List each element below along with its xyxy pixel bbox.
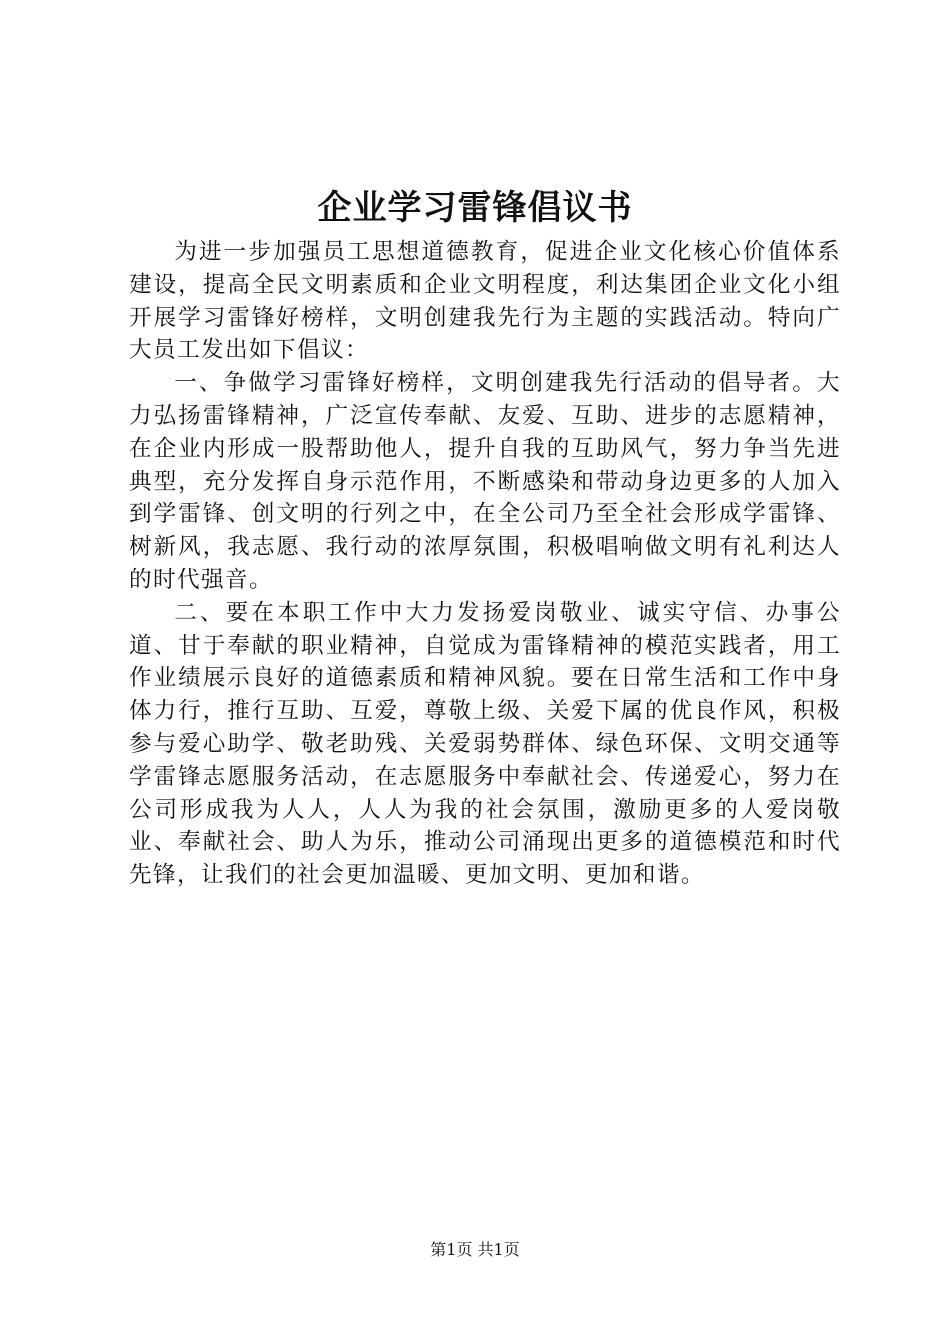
document-title: 企业学习雷锋倡议书 <box>317 188 633 228</box>
page-number-footer: 第1页 共1页 <box>430 1240 520 1259</box>
proposal-paragraph-1: 一、争做学习雷锋好榜样，文明创建我先行活动的倡导者。大力弘扬雷锋精神，广泛宣传奉献、友爱、互助、进步的志愿精神，在企业内形成一股帮助他人，提升自我的互助风气，努力争当先进典型，充分发挥自身示范作用，不断感染和带动身边更多的人加入到学雷锋、创文明的行列之中，在全公司乃至全社会形成学雷锋、树新风，我志愿、我行动的浓厚氛围，积极唱响做文明有礼利达人的时代强音。 <box>129 370 841 593</box>
intro-paragraph: 为进一步加强员工思想道德教育，促进企业文化核心价值体系建设，提高全民文明素质和企业文明程度，利达集团企业文化小组开展学习雷锋好榜样，文明创建我先行为主题的实践活动。特向广大员工发出如下倡议： <box>129 239 841 364</box>
proposal-paragraph-2: 二、要在本职工作中大力发扬爱岗敬业、诚实守信、办事公道、甘于奉献的职业精神，自觉成为雷锋精神的模范实践者，用工作业绩展示良好的道德素质和精神风貌。要在日常生活和工作中身体力行，推行互助、互爱，尊敬上级、关爱下属的优良作风，积极参与爱心助学、敬老助残、关爱弱势群体、绿色环保、文明交通等学雷锋志愿服务活动，在志愿服务中奉献社会、传递爱心，努力在公司形成我为人人，人人为我的社会氛围，激励更多的人爱岗敬业、奉献社会、助人为乐，推动公司涌现出更多的道德模范和时代先锋，让我们的社会更加温暖、更加文明、更加和谐。 <box>129 599 841 889</box>
document-body <box>129 236 841 892</box>
